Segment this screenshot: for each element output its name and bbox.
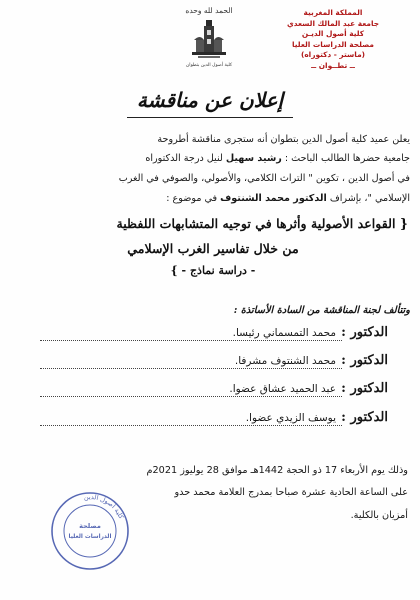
stamp-line-2: الدراسات العليا bbox=[68, 534, 112, 540]
header-line-city: ــ تطــوان ــ bbox=[311, 60, 355, 70]
emblem-caption: كلية أصول الدين بتطوان bbox=[185, 63, 233, 68]
closing-line-3: أمزيان بالكلية. bbox=[350, 510, 408, 521]
thesis-topic-line-3: - دراسة نماذج - } bbox=[170, 264, 256, 277]
header-line-faculty: كلية أصول الديـن bbox=[301, 29, 365, 39]
member-role: الدكتور : bbox=[341, 410, 388, 425]
member-name: محمد التمسماني رئيسا. bbox=[232, 327, 336, 339]
dotted-line bbox=[40, 340, 342, 341]
member-name: عبد الحميد عشاق عضوا. bbox=[229, 383, 336, 395]
faculty-logo-icon bbox=[188, 18, 230, 62]
header-line-levels: (ماستر - دكتوراه) bbox=[300, 50, 366, 60]
member-role: الدكتور : bbox=[341, 325, 388, 340]
institution-header bbox=[258, 8, 408, 72]
header-line-service: مصلحة الدراسات العليا bbox=[292, 39, 374, 49]
basmala: الحمد لله وحده bbox=[185, 6, 233, 15]
committee-member bbox=[40, 410, 420, 430]
intro-line-1: يعلن عميد كلية أصول الدين بتطوان أنه ستجرى مناقشة أطروحة bbox=[157, 134, 410, 145]
dotted-line bbox=[40, 368, 342, 369]
stamp-line-1: مصلحة bbox=[79, 522, 101, 530]
faculty-emblem-block bbox=[154, 6, 264, 72]
header-line-university: جامعة عبد المالك السعدي bbox=[286, 18, 380, 28]
intro-line-2-suffix: لنيل درجة الدكتوراه bbox=[145, 153, 226, 164]
member-role: الدكتور : bbox=[341, 353, 388, 368]
dotted-line bbox=[40, 396, 342, 397]
member-role: الدكتور : bbox=[341, 381, 388, 396]
closing-line-1: وذلك يوم الأربعاء 17 ذو الحجة 1442هـ موافق 28 يوليوز 2021م bbox=[146, 465, 408, 476]
stamp-ring-text: كلية أصول الدين bbox=[83, 492, 126, 521]
supervisor-name: الدكتور محمد الشنتوف bbox=[220, 193, 327, 204]
committee-member bbox=[40, 353, 420, 373]
intro-line-4-suffix: في موضوع : bbox=[166, 193, 221, 204]
official-stamp bbox=[48, 488, 132, 574]
intro-line-2-prefix: جامعية حضرها الطالب الباحث : bbox=[281, 153, 410, 164]
student-name: رشيد سهيل bbox=[225, 153, 282, 164]
intro-line-2 bbox=[14, 152, 410, 165]
committee-member bbox=[40, 381, 420, 401]
member-name: محمد الشنتوف مشرفا. bbox=[234, 355, 336, 367]
intro-line-4-prefix: الإسلامي "، بإشراف bbox=[326, 193, 410, 204]
thesis-topic-line-1: { القواعد الأصولية وأثرها في توجيه المتشابهات اللفظية bbox=[116, 216, 408, 231]
header-line-kingdom: المملكة المغربية bbox=[303, 8, 363, 17]
intro-line-4 bbox=[14, 192, 410, 205]
title-underline bbox=[127, 117, 293, 118]
committee-heading: وتتألف لجنة المناقشة من السادة الأساتذة : bbox=[233, 305, 410, 316]
stamp-inner-ring bbox=[64, 505, 116, 557]
closing-line-2: على الساعة الحادية عشرة صباحا بمدرج العلامة محمد حدو bbox=[174, 487, 408, 498]
committee-member bbox=[40, 325, 420, 345]
member-name: يوسف الزيدي عضوا. bbox=[245, 412, 336, 424]
page-title: إعلان عن مناقشة bbox=[136, 88, 284, 112]
thesis-topic-line-2: من خلال تفاسير الغرب الإسلامي bbox=[127, 241, 299, 256]
dotted-line bbox=[40, 425, 342, 426]
intro-line-3: في أصول الدين ، تكوين " التراث الكلامي، والأصولي، والصوفي في الغرب bbox=[118, 173, 410, 184]
